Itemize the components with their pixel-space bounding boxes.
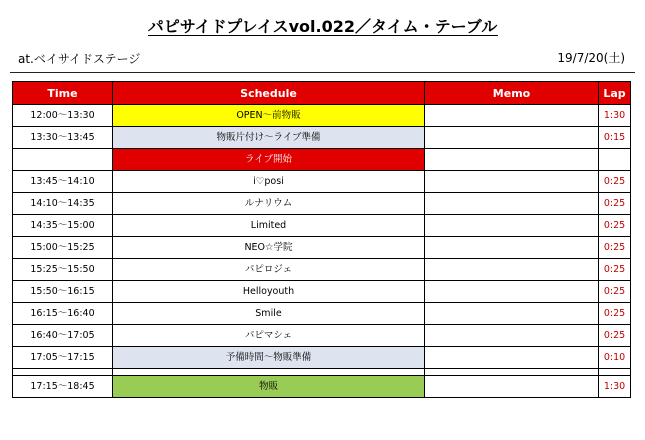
table-row (13, 105, 631, 127)
table-row (13, 347, 631, 369)
memo-cell (425, 369, 599, 376)
table-row (13, 215, 631, 237)
lap-cell: 0:25 (599, 325, 631, 347)
table-row (13, 237, 631, 259)
memo-cell (425, 171, 599, 193)
lap-cell (599, 149, 631, 171)
schedule-cell (113, 369, 425, 376)
lap-cell: 0:15 (599, 127, 631, 149)
table-row (13, 171, 631, 193)
time-cell: 16:15～16:40 (13, 303, 113, 325)
column-header-lap: Lap (599, 82, 631, 105)
lap-cell: 1:30 (599, 376, 631, 398)
schedule-cell: Helloyouth (113, 281, 425, 303)
table-row (13, 259, 631, 281)
table-row (13, 193, 631, 215)
schedule-cell: NEO☆学院 (113, 237, 425, 259)
time-cell: 16:40～17:05 (13, 325, 113, 347)
time-cell: 15:25～15:50 (13, 259, 113, 281)
column-header-time: Time (13, 82, 113, 105)
memo-cell (425, 259, 599, 281)
time-cell: 14:10～14:35 (13, 193, 113, 215)
memo-cell (425, 303, 599, 325)
column-header-memo: Memo (425, 82, 599, 105)
page-title: パピサイドプレイスvol.022／タイム・テーブル (147, 17, 498, 36)
time-cell: 14:35～15:00 (13, 215, 113, 237)
time-cell: 15:50～16:15 (13, 281, 113, 303)
schedule-cell: i♡posi (113, 171, 425, 193)
time-cell (13, 369, 113, 376)
column-header-schedule: Schedule (113, 82, 425, 105)
table-row (13, 303, 631, 325)
lap-cell: 0:25 (599, 303, 631, 325)
lap-cell: 0:25 (599, 281, 631, 303)
table-row (13, 325, 631, 347)
schedule-cell: 予備時間～物販準備 (113, 347, 425, 369)
time-cell: 12:00～13:30 (13, 105, 113, 127)
memo-cell (425, 193, 599, 215)
lap-cell (599, 369, 631, 376)
memo-cell (425, 281, 599, 303)
timetable-header-row (13, 82, 631, 105)
schedule-cell: ルナリウム (113, 193, 425, 215)
header-divider (10, 72, 635, 73)
schedule-cell: 物販片付け～ライブ準備 (113, 127, 425, 149)
schedule-cell: パピマシェ (113, 325, 425, 347)
lap-cell: 0:25 (599, 237, 631, 259)
schedule-cell: 物販 (113, 376, 425, 398)
schedule-cell: パピロジェ (113, 259, 425, 281)
event-date: 19/7/20(土) (557, 51, 625, 65)
memo-cell (425, 149, 599, 171)
lap-cell: 0:25 (599, 171, 631, 193)
time-cell: 17:05～17:15 (13, 347, 113, 369)
table-row (13, 376, 631, 398)
lap-cell: 0:25 (599, 215, 631, 237)
schedule-cell: Limited (113, 215, 425, 237)
lap-cell: 1:30 (599, 105, 631, 127)
memo-cell (425, 105, 599, 127)
table-row (13, 149, 631, 171)
schedule-cell: OPEN～前物販 (113, 105, 425, 127)
table-row (13, 127, 631, 149)
time-cell: 13:45～14:10 (13, 171, 113, 193)
time-cell (13, 149, 113, 171)
memo-cell (425, 127, 599, 149)
table-row (13, 281, 631, 303)
schedule-cell: ライブ開始 (113, 149, 425, 171)
memo-cell (425, 347, 599, 369)
time-cell: 17:15～18:45 (13, 376, 113, 398)
lap-cell: 0:25 (599, 259, 631, 281)
title-underline (148, 35, 498, 36)
lap-cell: 0:10 (599, 347, 631, 369)
lap-cell: 0:25 (599, 193, 631, 215)
memo-cell (425, 215, 599, 237)
memo-cell (425, 237, 599, 259)
venue-label: at.ベイサイドステージ (18, 52, 141, 66)
memo-cell (425, 376, 599, 398)
schedule-cell: Smile (113, 303, 425, 325)
time-cell: 13:30～13:45 (13, 127, 113, 149)
timetable (12, 81, 631, 398)
memo-cell (425, 325, 599, 347)
table-row (13, 369, 631, 376)
time-cell: 15:00～15:25 (13, 237, 113, 259)
